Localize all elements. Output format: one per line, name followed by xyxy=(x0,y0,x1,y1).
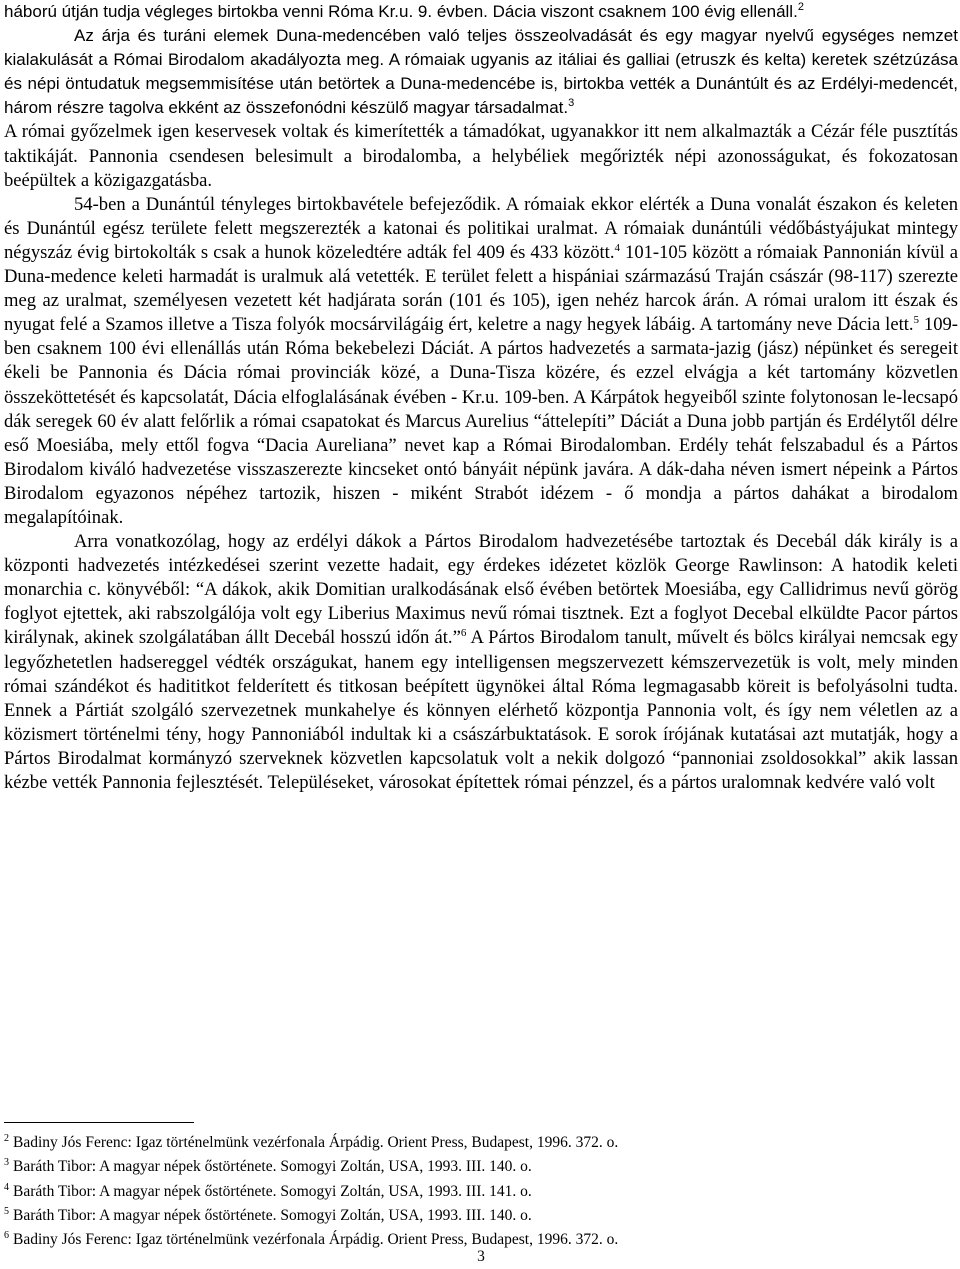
footnote-ref-2: 2 xyxy=(797,1,804,13)
footnote-ref-3: 3 xyxy=(568,97,575,110)
footnote-number: 4 xyxy=(4,1181,9,1193)
footnote-text: Badiny Jós Ferenc: Igaz történelmünk vezérfonala Árpádig. Orient Press, Budapest, 1996. 372. o. xyxy=(13,1134,619,1151)
footnote xyxy=(4,1155,958,1179)
document-page xyxy=(4,0,958,1269)
paragraph-4 xyxy=(4,193,958,530)
paragraph-1-text: háború útján tudja végleges birtokba venni Róma Kr.u. 9. évben. Dácia viszont csaknem 100 évig ellenáll. xyxy=(4,2,798,21)
paragraph-4-text-b: 101-105 között a rómaiak Pannonián kívül a Duna-medence keleti harmadát is uralmuk alá vetették. E terület felett a hispániai származású Traján császár (98-117) szerezte meg az uralmat, személyesen vezetett két hadjárata során (101 és 105), igen nehéz harcok árán. A római uralom itt észak és nyugat felé a Szamos illetve a Tisza folyók mocsárvilágáig ért, keletre a nagy hegyek lábáig. A tartomány neve Dácia lett. xyxy=(4,241,958,336)
footnote xyxy=(4,1180,958,1204)
paragraph-4-text-a: 54-ben a Dunántúl tényleges birtokbavétele befejeződik. A rómaiak ekkor elérték a Duna vonalát északon és keleten és Dunántúl egész területe felett megszerezték a katonai és politikai uralmat. A rómaiak dunántúli védőbástyájukat mintegy négyszáz évig birtokolták s csak a hunok közeledtére adták fel 409 és 433 között. xyxy=(4,193,958,263)
footnote xyxy=(4,1131,958,1155)
footnote-number: 3 xyxy=(4,1157,9,1169)
footnote-number: 6 xyxy=(4,1230,9,1242)
paragraph-2 xyxy=(4,24,958,120)
footnote-ref-4: 4 xyxy=(614,241,620,254)
footnote-ref-5: 5 xyxy=(913,314,920,327)
paragraph-5 xyxy=(4,530,958,795)
footnote-separator xyxy=(4,1122,194,1123)
paragraph-3 xyxy=(4,120,958,192)
footnote-number: 5 xyxy=(4,1205,9,1217)
paragraph-4-text-c: 109-ben csaknem 100 évi ellenállás után Róma bekebelezi Dáciát. A pártos hadvezetés a sarmata-jazig (jász) népünket és seregeit ékeli be Pannonia és Dácia római provinciák közé, a Duna-Tisza közére, és ezzel elvágja a két tartomány közvetlen összeköttetését és kapcsolatát, Dácia elfoglalásának évében - Kr.u. 109-ben. A Kárpátok hegyeiből szinte folytonosan le-lecsapó dák seregek 60 év alatt felőrlik a római csapatokat és Marcus Aurelius “áttelepíti” Dáciát a Duna jobb partján és Erdélytől délre eső Moesiába, mely ettől fogva “Dacia Aureliana” nevet kap a Római Birodalomban. Erdély tehát felszabadul és a Pártos Birodalom kiváló hadvezetése visszaszerezte kincseket ontó bányáit népünk javára. A dák-daha néven ismert népeink a Pártos Birodalom egyazonos népéhez tartozik, hiszen - miként Strabót idézem - ő mondja a pártos dahákat a birodalom megalapítóinak. xyxy=(4,314,958,528)
page-number: 3 xyxy=(477,1248,485,1265)
paragraph-2-text: Az árja és turáni elemek Duna-medencében való teljes összeolvadását és egy magyar nyelvű egységes nemzet kialakulását a Római Birodalom akadályozta meg. A rómaiak ugyanis az itáliai és galliai (etruszk és kelta) keretek szétzúzása és népi öntudatuk megsemmisítése után betörtek a Duna-medencébe is, birtokba vették a Dunántúlt és az Erdélyi-medencét, három részre tagolva ekként az összefonódni készülő magyar társadalmat. xyxy=(4,26,958,118)
footnote-text: Baráth Tibor: A magyar népek őstörténete. Somogyi Zoltán, USA, 1993. III. 141. o. xyxy=(13,1182,532,1200)
body-text xyxy=(4,0,958,795)
footnote xyxy=(4,1204,958,1228)
footnote-text: Baráth Tibor: A magyar népek őstörténete. Somogyi Zoltán, USA, 1993. III. 140. o. xyxy=(13,1206,532,1224)
paragraph-3-text: A római győzelmek igen keservesek voltak és kimerítették a támadókat, ugyanakkor itt nem alkalmazták a Cézár féle pusztítás taktikáját. Pannonia csendesen belesimult a birodalomba, a helybéliek megőrizték népi azonosságukat, és fokozatosan beépültek a közigazgatásba. xyxy=(4,121,958,191)
footnote-text: Baráth Tibor: A magyar népek őstörténete. Somogyi Zoltán, USA, 1993. III. 140. o. xyxy=(13,1158,532,1176)
paragraph-1 xyxy=(4,0,958,24)
paragraph-5-text-b: A Pártos Birodalom tanult, művelt és bölcs királyai nemcsak egy legyőzhetetlen hadsereggel védték országukat, hanem egy intelligensen megszervezett kémszervezetük is volt, mely minden római szándékot és hadititkot felderített és titkosan beépített ügynökei által Róma legmagasabb köreit is befolyásolni tudta. Ennek a Pártiát szolgáló szervezetnek munkahelye és könnyen elérhető központja Pannonia volt, és így nem véletlen az a közismert történelmi tény, hogy Pannoniából indultak ki a császárbuktatások. E sorok írójának kutatásai azt mutatják, hogy a Pártos Birodalmat kormányzó szerveknek közvetlen kapcsolatuk volt a nekik dolgozó “pannoniai zsoldosokkal” akik lassan kézbe vették Pannonia fejlesztését. Településeket, városokat építettek római pénzzel, és a pártos uralomnak kedvére való volt xyxy=(4,627,959,793)
footnote-text: Badiny Jós Ferenc: Igaz történelmünk vezérfonala Árpádig. Orient Press, Budapest, 1996. 372. o. xyxy=(13,1231,619,1249)
paragraph-5-text-a: Arra vonatkozólag, hogy az erdélyi dákok a Pártos Birodalom hadvezetésébe tartoztak és Decebál dák király is a központi hadvezetés intézkedései szerint vezette hadait, egy érdekes idézetet közlök George Rawlinson: A hatodik keleti monarchia c. könyvéből: “A dákok, akik Domitian uralkodásának első évében betörtek Moesiába, egy Callidrimus nevű görög foglyot ejtettek, aki rabszolgálója volt egy Liberius Maximus nevű római tisztnek. Ezt a foglyot Decebal elküldte Pacor pártos királynak, akinek szolgálatában állt Decebál hosszú időn át.” xyxy=(4,531,958,649)
footnotes xyxy=(4,1122,958,1252)
footnote-number: 2 xyxy=(4,1133,9,1144)
footnote-ref-6: 6 xyxy=(460,627,467,640)
